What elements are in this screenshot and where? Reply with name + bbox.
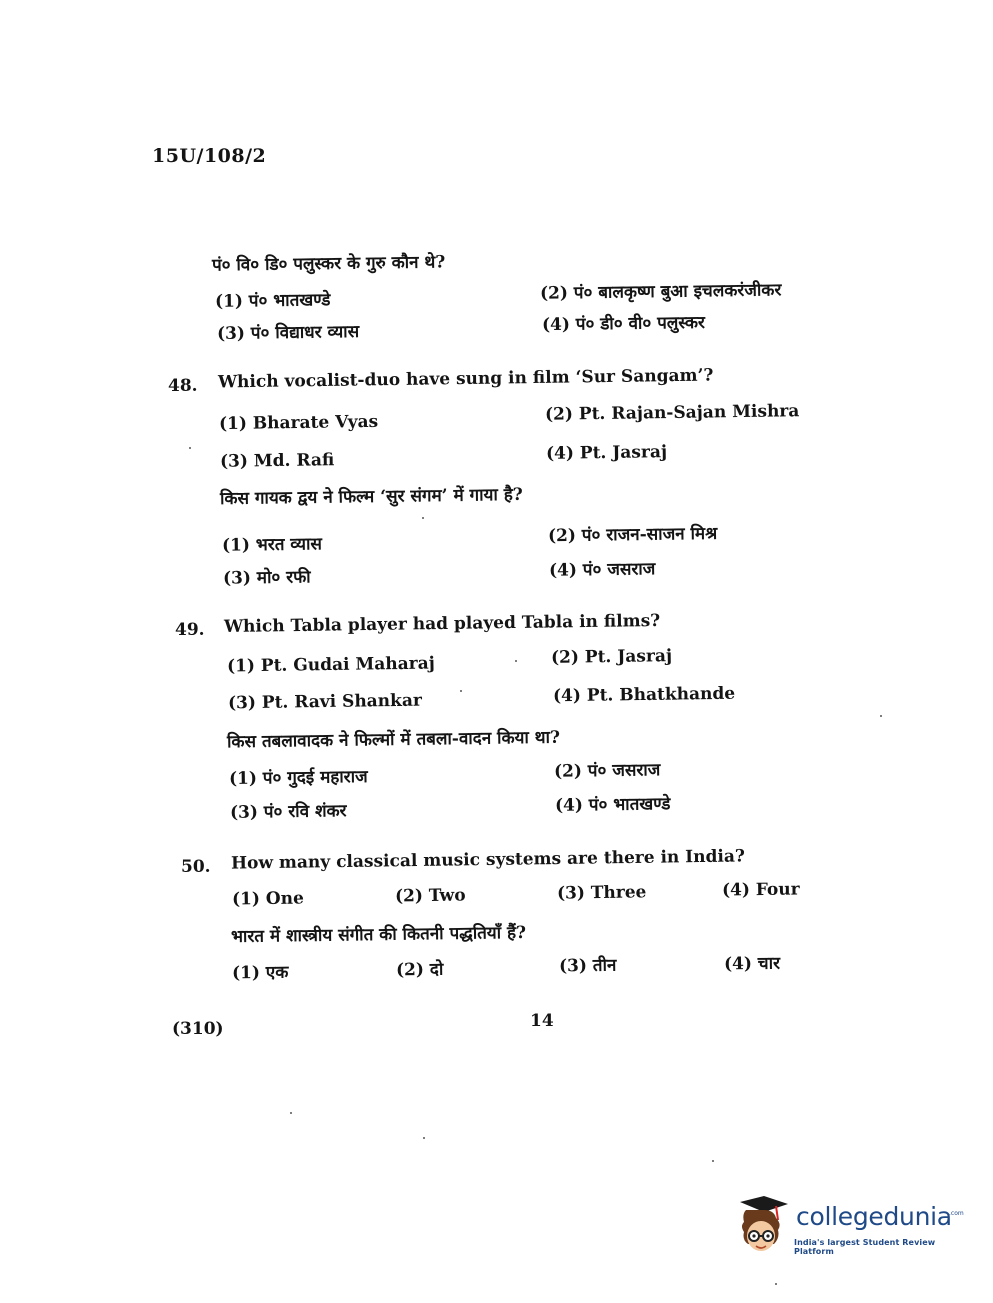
scan-speck [460,690,462,692]
q47-option-2-hindi: (2) पं० बालकृष्ण बुआ इचलकरंजीकर [539,280,782,304]
question-50-hindi: भारत में शास्त्रीय संगीत की कितनी पद्धतियाँ हैं? [230,922,527,948]
q49-option-1-hindi: (1) पं० गुदई महाराज [228,767,368,789]
footer-code: (310) [172,1019,224,1039]
logo-domain: .com [949,1210,964,1217]
q50-option-3: (3) Three [556,882,647,904]
q48-option-3: (3) Md. Rafi [219,450,335,472]
q50-option-3-hindi: (3) तीन [558,955,617,977]
scan-speck [880,715,882,717]
logo-tagline: India's largest Student Review Platform [794,1238,936,1256]
scan-speck [189,447,191,449]
scan-speck [290,1112,292,1114]
q49-option-4: (4) Pt. Bhatkhande [552,683,736,707]
question-50-text: How many classical music systems are there in India? [230,846,746,874]
q48-option-3-hindi: (3) मो० रफी [222,567,311,589]
collegedunia-logo [734,1196,964,1260]
question-48-number: 48. [168,376,198,396]
q49-option-4-hindi: (4) पं० भातखण्डे [554,794,671,816]
paper-code: 15U/108/2 [152,145,267,167]
q47-option-4-hindi: (4) पं० डी० वी० पलुस्कर [541,312,706,336]
q50-option-1: (1) One [231,888,304,910]
mascot-icon [734,1196,790,1260]
scan-speck [515,660,517,662]
logo-wordmark: collegedunia [796,1202,952,1231]
q50-option-4-hindi: (4) चार [723,953,781,975]
q50-option-1-hindi: (1) एक [231,962,289,984]
q50-option-2: (2) Two [394,885,466,907]
q48-option-1-hindi: (1) भरत व्यास [221,534,323,556]
question-48-hindi: किस गायक द्वय ने फिल्म ‘सुर संगम’ में गाया है? [219,484,523,510]
scan-speck [422,517,424,519]
scan-speck [712,1160,714,1162]
q47-option-1-hindi: (1) पं० भातखण्डे [214,290,331,312]
q47-option-3-hindi: (3) पं० विद्याधर व्यास [216,322,360,344]
q49-option-2-hindi: (2) पं० जसराज [553,760,661,782]
question-50-number: 50. [181,857,211,877]
question-47-hindi: पं० वि० डि० पलुस्कर के गुरु कौन थे? [211,252,446,276]
q49-option-3: (3) Pt. Ravi Shankar [227,690,422,714]
question-49-hindi: किस तबलावादक ने फिल्मों में तबला-वादन किया था? [226,727,561,753]
q49-option-2: (2) Pt. Jasraj [550,646,673,668]
q50-option-2-hindi: (2) दो [395,959,444,981]
q48-option-2: (2) Pt. Rajan-Sajan Mishra [544,401,800,425]
question-49-number: 49. [175,620,205,640]
q50-option-4: (4) Four [721,879,800,901]
page-number: 14 [530,1011,554,1031]
q48-option-1: (1) Bharate Vyas [218,411,379,435]
q49-option-1: (1) Pt. Gudai Maharaj [226,653,435,677]
q48-option-4-hindi: (4) पं० जसराज [548,559,656,581]
scan-speck [775,1283,777,1285]
scan-speck [423,1137,425,1139]
question-49-text: Which Tabla player had played Tabla in films? [223,610,661,638]
q49-option-3-hindi: (3) पं० रवि शंकर [229,801,347,823]
q48-option-2-hindi: (2) पं० राजन-साजन मिश्र [547,523,718,547]
q48-option-4: (4) Pt. Jasraj [545,442,668,464]
question-48-text: Which vocalist-duo have sung in film ‘Sur Sangam’? [217,365,714,393]
